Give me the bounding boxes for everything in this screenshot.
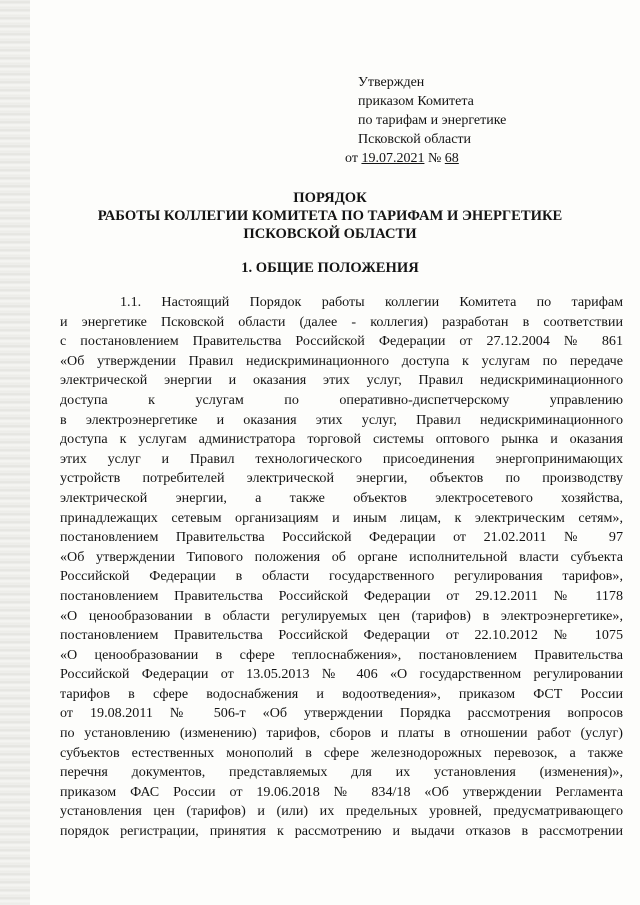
paragraph-line: субъектов естественных монополий в сфере железнодорожных перевозок, а также <box>60 744 623 761</box>
paragraph-line: постановлением Правительства Российской Федерации от 22.10.2012 № 1075 <box>60 627 623 644</box>
paragraph-line: электрической энергии, а также объектов электросетевого хозяйства, <box>60 489 623 506</box>
paragraph-line: электрической энергии и оказания этих услуг, Правил недискриминационного <box>60 372 623 389</box>
approval-line: приказом Комитета <box>358 94 474 109</box>
paragraph-line: от 19.08.2011 № 506-т «Об утверждении Порядка рассмотрения вопросов <box>60 705 623 722</box>
paragraph-line: «О ценообразовании в сфере теплоснабжения», постановлением Правительства <box>60 646 623 663</box>
paragraph-line: доступа к услугам по оперативно-диспетчерскому управлению <box>60 391 623 408</box>
approval-line: Утвержден <box>358 75 425 90</box>
paragraph-line: тарифов в сфере водоснабжения и водоотведения», приказом ФСТ России <box>60 685 623 702</box>
paragraph-line: 1.1. Настоящий Порядок работы коллегии Комитета по тарифам <box>120 294 623 310</box>
approval-line: Псковской области <box>358 132 472 147</box>
paragraph-line: доступа к услугам администратора торговой системы оптового рынка и оказания <box>60 431 623 448</box>
paragraph-line: устройств потребителей электрической энергии, объектов по производству <box>60 470 623 487</box>
paragraph-line: постановлением Правительства Российской Федерации от 29.12.2011 № 1178 <box>60 587 623 604</box>
scan-edge-artifact <box>0 0 30 905</box>
paragraph-line: с постановлением Правительства Российской Федерации от 27.12.2004 № 861 <box>60 333 623 350</box>
date-prefix: от <box>345 151 362 166</box>
paragraph-line: «Об утверждении Правил недискриминационного доступа к услугам по передаче <box>60 352 623 369</box>
title-line: ПСКОВСКОЙ ОБЛАСТИ <box>243 226 417 242</box>
number-prefix: № <box>424 151 445 166</box>
title-line: РАБОТЫ КОЛЛЕГИИ КОМИТЕТА ПО ТАРИФАМ И ЭНЕРГЕТИКЕ <box>97 208 563 224</box>
section-heading: 1. ОБЩИЕ ПОЛОЖЕНИЯ <box>241 260 419 276</box>
approval-number: 68 <box>444 151 459 166</box>
paragraph-line: «Об утверждении Типового положения об органе исполнительной власти субъекта <box>60 548 623 565</box>
approval-line: по тарифам и энергетике <box>358 113 507 128</box>
paragraph-line: приказом ФАС России от 19.06.2018 № 834/18 «Об утверждении Регламента <box>60 783 623 800</box>
approval-block <box>345 73 585 168</box>
paragraph-line: перечня документов, представляемых для их установления (изменения)», <box>60 764 623 781</box>
paragraph-line: и энергетике Псковской области (далее - коллегия) разработан в соответствии <box>60 313 623 330</box>
paragraph-line: принадлежащих сетевым организациям и иным лицам, к электрическим сетям», <box>60 509 623 526</box>
paragraph-1-1 <box>60 293 623 842</box>
document-title <box>60 189 600 243</box>
paragraph-line: «О ценообразовании в области регулируемых цен (тарифов) в электроэнергетике», <box>60 607 623 624</box>
paragraph-line: этих услуг и Правил технологического присоединения энергопринимающих <box>60 450 623 467</box>
title-line: ПОРЯДОК <box>293 190 367 206</box>
approval-date-line <box>345 149 585 168</box>
paragraph-line: в электроэнергетике и оказания этих услуг, Правил недискриминационного <box>60 411 623 428</box>
paragraph-line: постановлением Правительства Российской Федерации от 21.02.2011 № 97 <box>60 529 623 546</box>
approval-date: 19.07.2021 <box>361 151 425 166</box>
paragraph-line: Российской Федерации от 13.05.2013 № 406 «О государственном регулировании <box>60 666 623 683</box>
paragraph-line: по установлению (изменению) тарифов, сборов и платы в отношении работ (услуг) <box>60 725 623 742</box>
paragraph-line: Российской Федерации в области государственного регулирования тарифов», <box>60 568 623 585</box>
paragraph-line: установления цен (тарифов) и (или) их предельных уровней, предусматривающего <box>60 803 623 820</box>
paragraph-line: порядок регистрации, принятия к рассмотрению и выдачи отказов в рассмотрении <box>60 823 623 840</box>
